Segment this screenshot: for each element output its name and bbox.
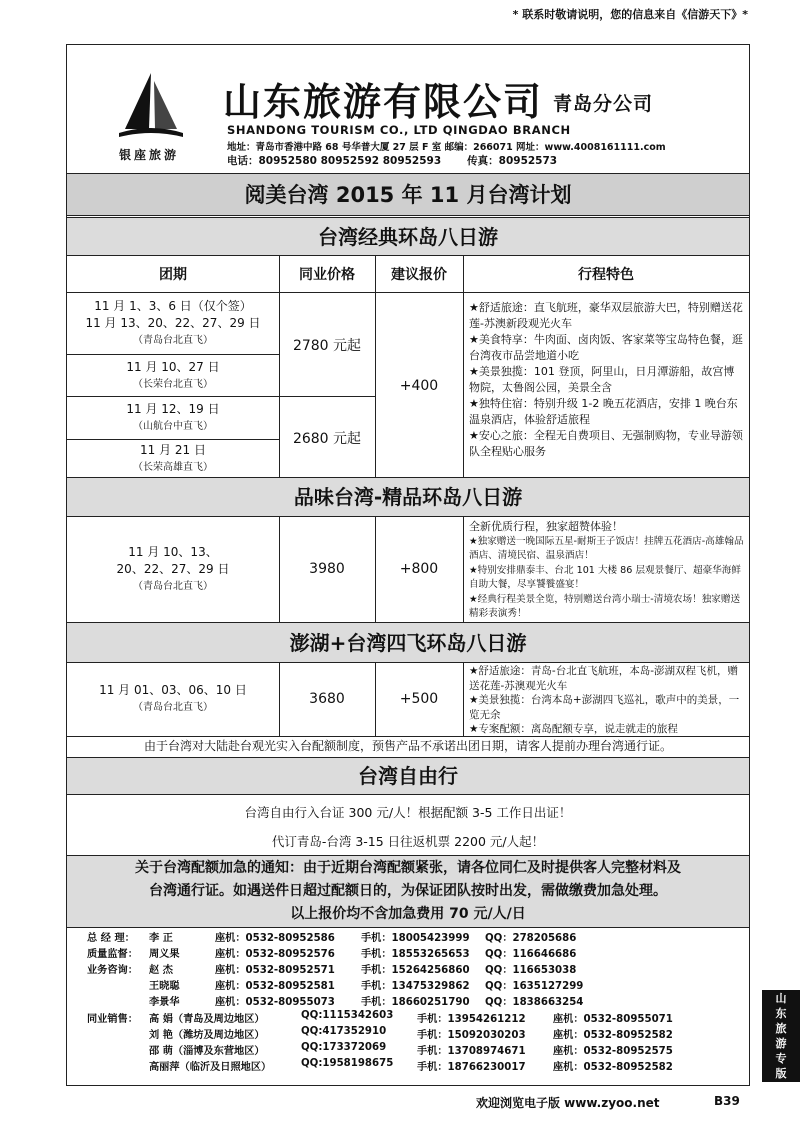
tour1-date-group-2: 11 月 10、27 日 （长荣台北直飞） (126, 359, 220, 390)
tour3-title: 澎湖+台湾四飞环岛八日游 (67, 622, 749, 663)
tour1-price-b: 2680 元起 (292, 430, 362, 447)
source-note: * 联系时敬请说明，您的信息来自《信游天下》* (512, 8, 748, 21)
tour1-features: ★舒适旅途：直飞航班，豪华双层旅游大巴，特别赠送花莲-苏澳新段观光火车 ★美食特享：牛肉面、卤肉饭、客家菜等宝岛特色餐，逛台湾夜市品尝地道小吃 ★美景独揽：101 登顶，阿里山，日月潭游船，故宫博物院，太鲁阁公园，美景全含 ★独特住宿：特别升级 1-2 晚五花酒店，安排 1 晚台东温泉酒店，体验舒适旅程 ★安心之旅：全程无自费项目、无强制购物，专业导游领队全程贴心服务 (469, 301, 743, 458)
page-number: B39 (714, 1094, 740, 1108)
section-side-tab: 山 东 旅 游 专 版 (762, 990, 800, 1082)
tour1-date-group-1: 11 月 1、3、6 日（仅个签） 11 月 13、20、22、27、29 日 （青岛台北直飞） (85, 299, 261, 346)
company-header (67, 45, 749, 171)
tour2-dates: 11 月 10、13、 20、22、27、29 日 （青岛台北直飞） (116, 544, 230, 592)
tour2-table (67, 516, 749, 623)
free-travel-line-2: 代订青岛-台湾 3-15 日往返机票 2200 元/人起！ (271, 834, 545, 849)
free-travel-title: 台湾自由行 (67, 757, 749, 795)
logo-text: 银座旅游 (119, 148, 180, 162)
col-header-features: 行程特色 (578, 267, 634, 283)
company-address: 地址：青岛市香港中路 68 号华普大厦 27 层 F 室 邮编：266071 网址：www.4008161111.com (227, 142, 666, 153)
branch-name: 青岛分公司 (553, 93, 654, 115)
main-title: 阅美台湾 2015 年 11 月台湾计划 (67, 173, 749, 216)
footer-website: 欢迎浏览电子版 www.zyoo.net (476, 1096, 660, 1110)
urgent-notice: 关于台湾配额加急的通知：由于近期台湾配额紧张，请各位同仁及时提供客人完整材料及 台湾通行证。如遇送件日超过配额日的，为保证团队按时出发，需做缴费加急处理。 以上报价均不含加急费用 70 元/人/日 (67, 855, 749, 928)
free-travel-line-1: 台湾自由行入台证 300 元/人！根据配额 3-5 工作日出证！ (244, 805, 572, 820)
flyer-frame: 银座旅游 山东旅游有限公司 青岛分公司 SHANDONG TOURISM CO., LTD QINGDAO BRANCH 地址：青岛市香港中路 68 号华普大厦 27 层 F 室 邮编：266071 网址：www.4008161111.com 电话：80952580 80952592 80952593 传真：80952573 阅美台湾 2015 年 11 月台湾计划 台湾经典环岛八日游 团期 同业价格 建议报价 行程特色 11 月 1、3、6 日（仅个签） 11 月 13、20、22、27、29 日 （青岛台北直飞） 11 月 10、27 日 （长荣台北直飞） 11 月 12、19 日 （山航台中直飞） 11 月 21 日 （长荣高雄直飞） 2780 元起 2680 元起 +400 ★舒适旅途：直飞航班，豪华双层旅游大巴，特别赠送花莲-苏澳新段观光火车 ★美食特享：牛肉面、卤肉饭、客家菜等宝岛特色餐，逛台湾夜市品尝地道小吃 ★美景独揽：101 登顶，阿里山，日月潭游船，故宫博物院，太鲁阁公园，美景全含 ★独特住宿：特别升级 1-2 晚五花酒店，安排 1 晚台东温泉酒店，体验舒适旅程 ★安心之旅：全程无自费项目、无强制购物，专业导游领队全程贴心服务 品味台湾-精品环岛八日游 11 月 10、13、 20、22、27、29 日 （青岛台北直飞） 3980 +800 全新优质行程，独家超赞体验！ ★独家赠送一晚国际五星-耐斯王子饭店！挂牌五花酒店-高雄翰品酒店、清境民宿、温泉酒店！ ★特别安排鼎泰丰、台北 101 大楼 86 层观景餐厅、超豪华海鲜自助大餐，尽享饕餮盛宴！ ★经典行程美景全览，特别赠送台湾小瑞士-清境农场！独家赠送精彩表演秀！ 澎湖+台湾四飞环岛八日游 11 月 01、03、06、10 日 （青岛台北直飞） 3680 +500 ★舒适旅途：青岛-台北直飞航班，本岛-澎湖双程飞机，赠送花莲-苏澳观光火车 ★美景独揽：台湾本岛+澎湖四飞巡礼，歌声中的美景，一览无余 ★专案配额：离岛配额专享，说走就走的旅程 由于台湾对大陆赴台观光实入台配额制度，预售产品不承诺出团日期，请客人提前办理台湾通行证。 台湾自由行 台湾自由行入台证 300 元/人！根据配额 3-5 工作日出证！ 代订青岛-台湾 3-15 日往返机票 2200 元/人起！ 关于台湾配额加急的通知：由于近期台湾配额紧张，请各位同仁及时提供客人完整材料及 台湾通行证。如遇送件日超过配额日的，为保证团队按时出发，需做缴费加急处理。 以上报价均不含加急费用 70 元/人/日 总 经 理： 李 正 座机：0532-80952586 手机：18005423999 QQ：278205686 质量监督： 周义果 座机：0532-80952576 手机：18553265653 QQ：116646686 业务咨询： 赵 杰 座机：0532-80952571 手机：15264256860 QQ：116653038 王晓聪 座机：0532-80952581 手机：13475329862 QQ：1635127299 李景华 座机：0532-80955073 手机：18660251790 QQ：1838663254 同业销售： 高 娟（青岛及周边地区） QQ:1115342603 手机：13954261212 座机：0532-80955071 刘 艳（潍坊及周边地区） QQ:417352910 手机：15092030203 座机：0532-80952582 邵 萌（淄博及东营地区） QQ:173372069 手机：13708974671 座机：0532-80952575 高丽萍（临沂及日照地区） QQ:1958198675 手机：18766230017 座机：0532-80952582 (66, 44, 750, 1086)
phone-numbers: 电话：80952580 80952592 80952593 (227, 155, 442, 167)
tour1-table (67, 255, 749, 478)
tour1-title: 台湾经典环岛八日游 (67, 217, 749, 256)
tour2-suggested-price: +800 (399, 561, 439, 577)
col-header-trade-price: 同业价格 (299, 267, 355, 283)
col-header-dates: 团期 (159, 267, 187, 283)
tour1-date-group-3: 11 月 12、19 日 （山航台中直飞） (126, 402, 220, 432)
tour1-suggested-price: +400 (399, 377, 439, 394)
tour1-price-a: 2780 元起 (292, 337, 362, 354)
company-english-name: SHANDONG TOURISM CO., LTD QINGDAO BRANCH (227, 123, 571, 137)
tour3-price: 3680 (309, 691, 345, 707)
tour2-title: 品味台湾-精品环岛八日游 (67, 477, 749, 517)
sail-logo-icon (115, 71, 187, 143)
company-name: 山东旅游有限公司 (223, 79, 544, 124)
tour2-features: 全新优质行程，独家超赞体验！ ★独家赠送一晚国际五星-耐斯王子饭店！挂牌五花酒店-高雄翰品酒店、清境民宿、温泉酒店！ ★特别安排鼎泰丰、台北 101 大楼 86 层观景餐厅、超豪华海鲜自助大餐，尽享饕餮盛宴！ ★经典行程美景全览，特别赠送台湾小瑞士-清境农场！独家赠送精彩表演秀！ (469, 520, 744, 619)
tour3-dates: 11 月 01、03、06、10 日 （青岛台北直飞） (99, 683, 247, 713)
col-header-suggested-price: 建议报价 (391, 267, 447, 283)
tour2-price: 3980 (309, 561, 345, 577)
tour3-features: ★舒适旅途：青岛-台北直飞航班，本岛-澎湖双程飞机，赠送花莲-苏澳观光火车 ★美景独揽：台湾本岛+澎湖四飞巡礼，歌声中的美景，一览无余 ★专案配额：离岛配额专享，说走就走的旅程 (469, 665, 740, 735)
quota-notice: 由于台湾对大陆赴台观光实入台配额制度，预售产品不承诺出团日期，请客人提前办理台湾通行证。 (143, 739, 672, 753)
tour3-table (67, 662, 749, 737)
company-phone-line (227, 153, 557, 168)
fax-number: 传真：80952573 (467, 155, 558, 167)
tour3-suggested-price: +500 (399, 691, 439, 707)
tour1-date-group-4: 11 月 21 日 （长荣高雄直飞） (133, 443, 213, 473)
